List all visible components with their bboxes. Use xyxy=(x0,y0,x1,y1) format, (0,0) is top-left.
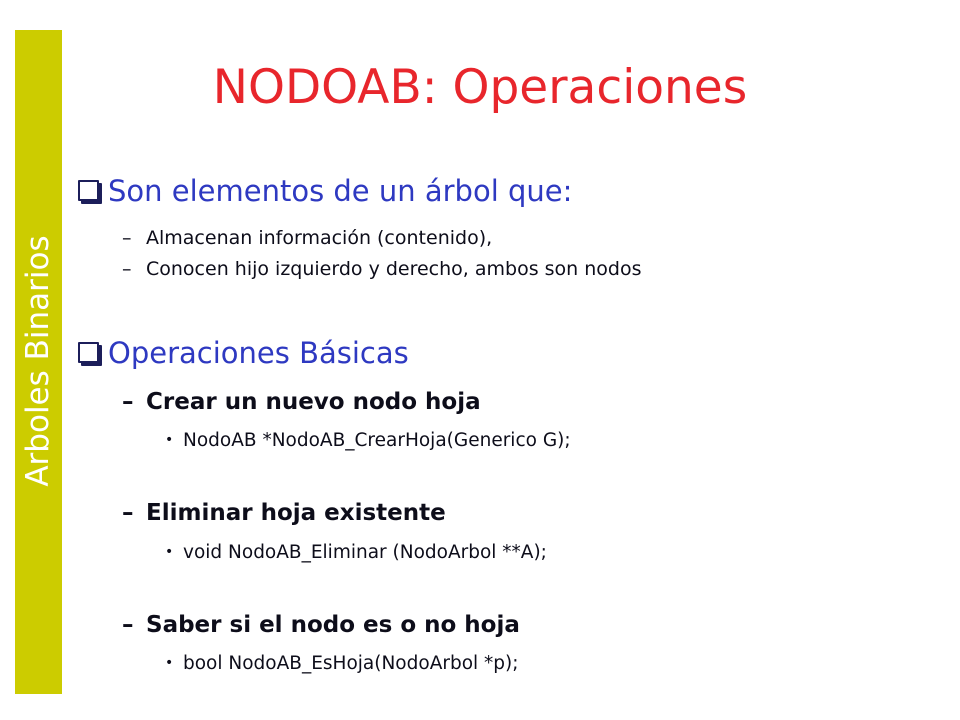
operation-name: – Crear un nuevo nodo hoja xyxy=(122,389,481,415)
slide-title: NODOAB: Operaciones xyxy=(212,60,748,115)
dash-icon: – xyxy=(122,612,134,638)
section2-heading: Operaciones Básicas xyxy=(108,336,409,370)
bullet-section1 xyxy=(78,174,572,208)
dot-icon: • xyxy=(165,544,174,560)
dash-icon: – xyxy=(122,389,134,415)
dot-icon: • xyxy=(165,432,174,448)
checkbox-bullet-icon xyxy=(78,180,99,201)
checkbox-bullet-icon xyxy=(78,342,99,363)
section1-heading: Son elementos de un árbol que: xyxy=(108,174,573,208)
section1-item: – Conocen hijo izquierdo y derecho, ambos son nodos xyxy=(122,258,642,280)
operation-name: – Saber si el nodo es o no hoja xyxy=(122,612,520,638)
sidebar-label: Arboles Binarios xyxy=(20,235,56,487)
operation-name: – Eliminar hoja existente xyxy=(122,500,446,526)
dot-icon: • xyxy=(165,655,174,671)
dash-icon: – xyxy=(122,500,134,526)
bullet-section2 xyxy=(78,336,409,370)
dash-icon: – xyxy=(122,258,132,280)
dash-icon: – xyxy=(122,227,132,249)
operation-signature: • NodoAB *NodoAB_CrearHoja(Generico G); xyxy=(165,430,571,451)
section1-item: – Almacenan información (contenido), xyxy=(122,227,493,249)
operation-signature: • bool NodoAB_EsHoja(NodoArbol *p); xyxy=(165,653,519,674)
operation-signature: • void NodoAB_Eliminar (NodoArbol **A); xyxy=(165,542,547,563)
